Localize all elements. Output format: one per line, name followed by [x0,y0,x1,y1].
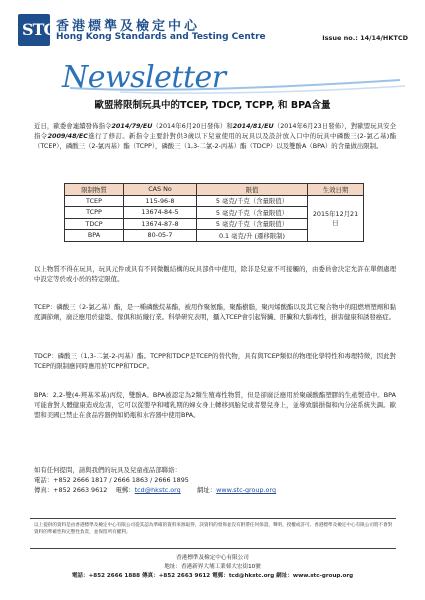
footer-contact: 電話：+852 2666 1888 傳真：+852 2663 9612 電郵：tcd@hkstc.org 網址：www.stc-group.org [71,573,354,579]
cell-cas: 115-96-8 [124,195,197,207]
intro-paragraph: 近日，歐委會連續發佈指令2014/79/EU（2014年6月20日發佈）和2014/81/EU（2014年6月23日發佈），對歐盟玩具安全指令2009/48/EC進行了修訂。新指令主要針對供3歲以下兒童使用的玩具以及設計放入口中的玩具中磷酸三(2-氯乙基)酯（TCEP），磷酸三（2-氯丙基）酯（TCPP），磷酸三（1,3-二氯-2-丙基）酯（TDCP）以及雙酚A（BPA）的含量做出限制。 [34,122,396,150]
cell-cas: 13674-84-5 [124,207,197,219]
article-title: 歐盟將限制玩具中的TCEP, TDCP, TCPP, 和 BPA含量 [94,100,331,111]
table-row [65,195,364,207]
logo-text: STC [22,20,56,39]
cell-substance: TCEP [65,195,124,207]
restriction-table [64,183,364,242]
cell-limit: 5 毫克/千克（含量限值） [197,207,308,219]
cell-limit: 0.1 毫克/升 (遷移限制) [197,230,308,242]
email-label: 電郵： [115,486,135,494]
directive-2009-48: 2009/48/EC [47,132,88,140]
cell-substance: TDCP [65,218,124,230]
cell-cas: 13674-87-8 [124,218,197,230]
cell-limit: 5 毫克/千克（含量限值） [197,218,308,230]
cell-substance: TCPP [65,207,124,219]
org-name-english: Hong Kong Standards and Testing Centre [56,32,266,42]
directive-2014-81: 2014/81/EU [232,122,274,130]
header-substance: 限制物質 [65,184,124,196]
contact-intro: 如有任何提問，請與我們的玩具及兒童產品部聯絡： [34,466,181,474]
footer-address: 地址：香港新界大埔工業邨大宏街10號 [164,564,261,570]
contact-fax: 傳真：+852 2663 9612 [34,486,108,494]
disclaimer: 以上提供的資料是由香港標準及檢定中心有限公司從其認為準確的資料來源取得，該資料的發佈並沒有附帶任何保證、聲明、授權或許可。香港標準及檢定中心有限公司將不會對資料的準確性和完整性負責，並保留所有權利。 [34,523,393,535]
bpa-paragraph: BPA：2,2-雙(4-羥基苯基)丙烷，雙酚A。BPA被認定為2類生殖毒性物質，但是卻廣泛應用於聚碳酸酯塑膠的生產製造中。BPA可能會對人體健康造成危害，它可以從嬰孕和哺乳期的婦女身上轉移到胎兒或者嬰兒身上，並導致腦損傷和內分泌系統失調。歐盟和美國已禁止在食品容器例如奶瓶和水容器中使用BPA。 [34,391,396,419]
website-link[interactable]: www.stc-group.org [216,486,277,494]
org-name-chinese: 香港標準及檢定中心 [56,19,201,34]
contact-block [34,465,396,495]
usage-paragraph: 以上物質不得在玩具，玩具元件或具有不同微觀結構的玩具部件中使用，除非是兒童不可接觸的，由委員會決定允許在單個處理中設定等於或小於的特定限值。 [34,265,396,283]
footer [0,554,425,581]
newsletter-banner [60,58,410,96]
divider [30,548,396,549]
contact-fax-email-web [34,485,396,495]
directive-2014-79: 2014/79/EU [111,122,153,130]
issue-number: Issue no.: 14/14/HKTCD [322,34,408,42]
divider [30,518,396,519]
cell-cas: 80-05-7 [124,230,197,242]
header-effective-date: 生效日期 [308,184,364,196]
header-cas: CAS No [124,184,197,196]
cell-effective-date: 2015年12月21日 [308,195,364,241]
header-limit: 限值 [197,184,308,196]
contact-phone: 電話：+852 2666 1817 / 2666 1863 / 2666 1895 [34,476,189,484]
cell-substance: BPA [65,230,124,242]
tdcp-paragraph: TDCP：磷酸三（1,3-二氯-2-丙基）酯。TCPP和TDCP是TCEP的替代物，具有與TCEP類似的物理化學特性和毒理特徵，因此對TCEP的限制應同時應用於TCPP和TDCP。 [34,352,396,370]
tcep-paragraph: TCEP：磷酸三（2-氯乙基）酯，是一種磷酸烷基酯，被用作聚氨酯，聚酯樹脂，聚丙烯酸酯以及其它聚合物中的阻燃增塑劑和黏度調節劑，廣泛應用於建築、傢俱和紡織行業。科學研究表明，攝入TCEP會引起腎臟、肝臟和大腦毒性，損害健康和誘發癌症。 [34,303,396,321]
newsletter-title: Newsletter [62,60,226,95]
stc-logo [18,14,56,46]
table-header-row [65,184,364,196]
cell-limit: 5 毫克/千克（含量限值） [197,195,308,207]
web-label: 網址： [197,486,217,494]
footer-org: 香港標準及檢定中心有限公司 [176,555,249,561]
email-link[interactable]: tcd@hkstc.org [134,486,181,494]
header [18,14,408,48]
